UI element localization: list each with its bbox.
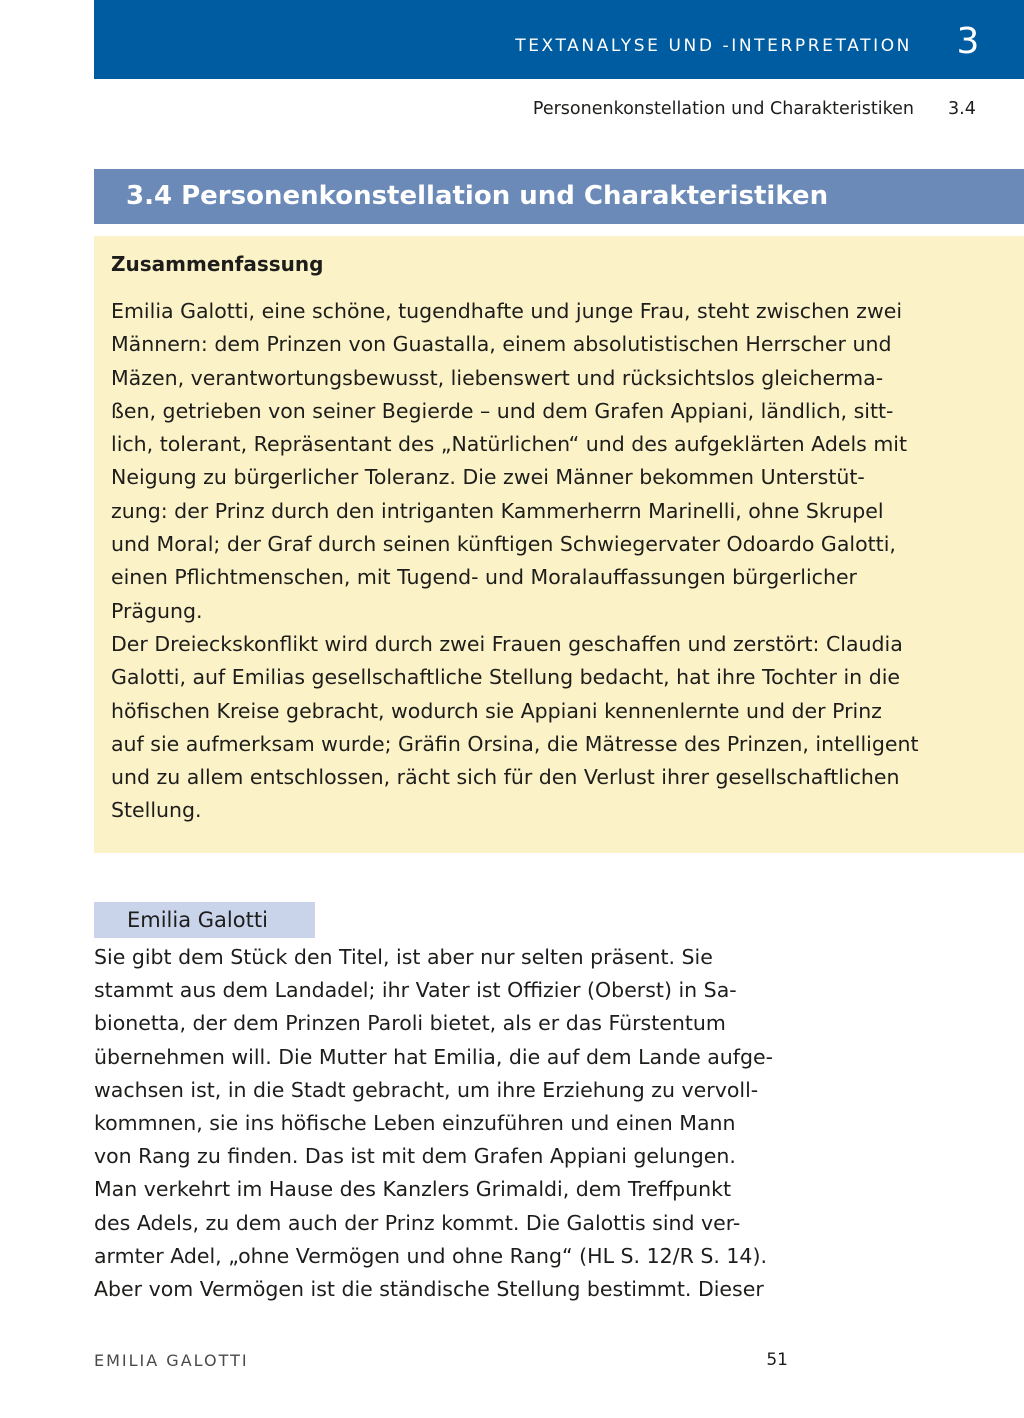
summary-line: Mäzen, verantwortungsbewusst, liebenswert und rücksichtslos gleicherma- [111,365,884,390]
character-heading: Emilia Galotti [127,908,268,932]
summary-heading: Zusammenfassung [111,252,324,276]
body-line: wachsen ist, in die Stadt gebracht, um ihre Erziehung zu vervoll- [94,1077,759,1102]
body-line: Aber vom Vermögen ist die ständische Stellung bestimmt. Dieser [94,1276,764,1301]
body-line: Man verkehrt im Hause des Kanzlers Grimaldi, dem Treffpunkt [94,1177,731,1202]
summary-line: Galotti, auf Emilias gesellschaftliche Stellung bedacht, hat ihre Tochter in die [111,665,901,690]
summary-line: ßen, getrieben von seiner Begierde – und dem Grafen Appiani, ländlich, sitt- [111,398,894,423]
summary-line: Emilia Galotti, eine schöne, tugendhafte und junge Frau, steht zwischen zwei [111,299,903,323]
summary-line: lich, tolerant, Repräsentant des „Natürlichen“ und des aufgeklärten Adels mit [111,432,908,457]
summary-line: Männern: dem Prinzen von Guastalla, einem absolutistischen Herrscher und [111,332,892,357]
body-line: kommnen, sie ins höfische Leben einzuführen und einen Mann [94,1110,736,1135]
summary-line: höfischen Kreise gebracht, wodurch sie Appiani kennenlernte und der Prinz [111,698,882,723]
body-line: stammt aus dem Landadel; ihr Vater ist Offizier (Oberst) in Sa- [94,978,737,1003]
summary-line: Stellung. [111,798,202,823]
chapter-title: TEXTANALYSE UND -INTERPRETATION [515,36,912,56]
summary-line: Prägung. [111,598,203,623]
summary-text [111,295,919,828]
body-line: armter Adel, „ohne Vermögen und ohne Rang“ (HL S. 12/R S. 14). [94,1243,767,1268]
body-line: des Adels, zu dem auch der Prinz kommt. Die Galottis sind ver- [94,1210,741,1235]
summary-line: auf sie aufmerksam wurde; Gräfin Orsina, die Mätresse des Prinzen, intelligent [111,731,919,756]
body-line: bionetta, der dem Prinzen Paroli bietet, als er das Fürstentum [94,1011,726,1036]
summary-line: Neigung zu bürgerlicher Toleranz. Die zwei Männer bekommen Unterstüt- [111,465,865,490]
body-line: übernehmen will. Die Mutter hat Emilia, die auf dem Lande aufge- [94,1044,774,1069]
footer-book-title: EMILIA GALOTTI [94,1351,249,1370]
page-number: 51 [766,1350,788,1370]
body-line: Sie gibt dem Stück den Titel, ist aber nur selten präsent. Sie [94,945,713,969]
summary-line: und zu allem entschlossen, rächt sich für den Verlust ihrer gesellschaftlichen [111,765,900,790]
character-text [94,941,773,1306]
summary-line: einen Pflichtmenschen, mit Tugend- und Moralauffassungen bürgerlicher [111,565,857,590]
running-title: Personenkonstellation und Charakteristiken [532,99,914,119]
body-line: von Rang zu finden. Das ist mit dem Grafen Appiani gelungen. [94,1144,736,1169]
summary-line: Der Dreieckskonflikt wird durch zwei Frauen geschaffen und zerstört: Claudia [111,631,903,656]
running-section-number: 3.4 [948,99,976,119]
chapter-number: 3 [956,21,980,62]
summary-line: zung: der Prinz durch den intriganten Kammerherrn Marinelli, ohne Skrupel [111,498,884,523]
section-title: 3.4 Personenkonstellation und Charakteristiken [126,181,829,211]
summary-line: und Moral; der Graf durch seinen künftigen Schwiegervater Odoardo Galotti, [111,532,896,557]
